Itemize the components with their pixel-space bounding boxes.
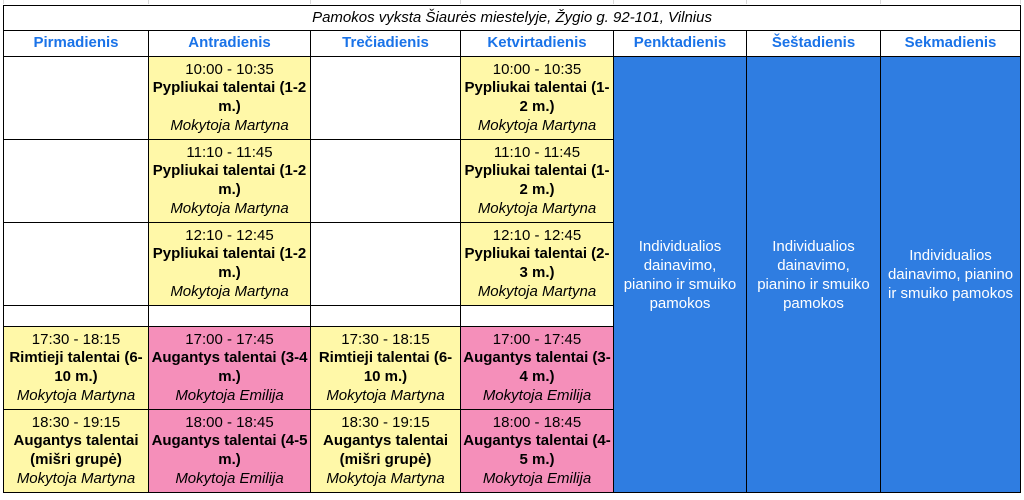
day-header-friday: Penktadienis xyxy=(614,31,747,57)
lesson-teacher: Mokytoja Martyna xyxy=(170,199,289,217)
lesson-time: 17:30 - 18:15 xyxy=(341,330,430,348)
lesson-group: Pypliukai talentai (1-2 m.) xyxy=(152,245,307,281)
lesson-time: 11:10 - 11:45 xyxy=(493,143,581,161)
lesson-time: 10:00 - 10:35 xyxy=(185,60,274,78)
lesson-time: 17:30 - 18:15 xyxy=(31,330,121,348)
empty-cell xyxy=(311,306,461,327)
empty-cell xyxy=(149,306,311,327)
lesson-group: Rimtieji talentai (6-10 m.) xyxy=(9,349,143,385)
lesson-teacher: Mokytoja Martyna xyxy=(477,116,597,134)
lesson-group: Rimtieji talentai (6-10 m.) xyxy=(318,349,453,385)
lesson-cell xyxy=(311,410,461,493)
lesson-time: 17:00 - 17:45 xyxy=(492,330,582,348)
lesson-time: 17:00 - 17:45 xyxy=(185,330,274,348)
lesson-group: Pypliukai talentai (1-2 m.) xyxy=(464,79,610,115)
day-header-thursday: Ketvirtadienis xyxy=(461,31,614,57)
day-header-sunday: Sekmadienis xyxy=(881,31,1021,57)
lesson-cell xyxy=(4,410,149,493)
lesson-teacher: Mokytoja Emilija xyxy=(482,469,592,487)
empty-cell xyxy=(4,140,149,223)
lesson-group: Augantys talentai (4-5 m.) xyxy=(151,432,308,468)
lesson-teacher: Mokytoja Martyna xyxy=(477,282,597,300)
lesson-teacher: Mokytoja Martyna xyxy=(16,386,136,404)
lesson-cell xyxy=(461,410,614,493)
empty-cell xyxy=(311,140,461,223)
lesson-group: Pypliukai talentai (1-2 m.) xyxy=(152,162,307,198)
lesson-time: 12:10 - 12:45 xyxy=(185,226,274,244)
lesson-cell xyxy=(149,410,311,493)
lesson-group: Pypliukai talentai (1-2 m.) xyxy=(152,79,307,115)
lesson-cell xyxy=(149,57,311,140)
empty-cell xyxy=(311,223,461,306)
lesson-time: 11:10 - 11:45 xyxy=(186,143,273,161)
saturday-individual-lessons xyxy=(747,57,881,493)
individual-lessons-text: Individualios dainavimo, pianino ir smuiko pamokos xyxy=(757,237,870,312)
friday-individual-lessons xyxy=(614,57,747,493)
day-header-wednesday: Trečiadienis xyxy=(311,31,461,57)
individual-lessons-text: Individualios dainavimo, pianino ir smuiko pamokos xyxy=(887,247,1014,302)
lesson-group: Pypliukai talentai (1-2 m.) xyxy=(464,162,610,198)
sunday-individual-lessons xyxy=(881,57,1021,493)
lesson-group: Augantys talentai (mišri grupė) xyxy=(322,432,449,468)
location-title: Pamokos vyksta Šiaurės miestelyje, Žygio g. 92-101, Vilnius xyxy=(4,6,1021,31)
lesson-teacher: Mokytoja Martyna xyxy=(326,386,445,404)
day-header-tuesday: Antradienis xyxy=(149,31,311,57)
lesson-cell xyxy=(461,327,614,410)
lesson-cell xyxy=(311,327,461,410)
lesson-cell xyxy=(461,57,614,140)
lesson-teacher: Mokytoja Emilija xyxy=(175,386,284,404)
top-gridline-strip xyxy=(0,0,1024,4)
lesson-group: Augantys talentai (mišri grupė) xyxy=(13,432,139,468)
lesson-group: Augantys talentai (3-4 m.) xyxy=(463,349,611,385)
day-header-saturday: Šeštadienis xyxy=(747,31,881,57)
lesson-cell xyxy=(149,223,311,306)
lesson-time: 18:00 - 18:45 xyxy=(185,413,274,431)
lesson-teacher: Mokytoja Martyna xyxy=(477,199,597,217)
day-header-monday: Pirmadienis xyxy=(4,31,149,57)
lesson-teacher: Mokytoja Martyna xyxy=(170,116,289,134)
empty-cell xyxy=(311,57,461,140)
lesson-teacher: Mokytoja Martyna xyxy=(170,282,289,300)
lesson-cell xyxy=(461,223,614,306)
lesson-time: 18:30 - 19:15 xyxy=(341,413,430,431)
empty-cell xyxy=(4,57,149,140)
individual-lessons-text: Individualios dainavimo, pianino ir smuiko pamokos xyxy=(623,237,737,312)
lesson-cell xyxy=(4,327,149,410)
lesson-teacher: Mokytoja Emilija xyxy=(175,469,284,487)
lesson-group: Pypliukai talentai (2-3 m.) xyxy=(464,245,610,281)
empty-cell xyxy=(4,223,149,306)
lesson-group: Augantys talentai (3-4 m.) xyxy=(151,349,308,385)
lesson-cell xyxy=(461,140,614,223)
lesson-time: 18:00 - 18:45 xyxy=(492,413,582,431)
weekly-schedule-table xyxy=(3,5,1021,493)
lesson-teacher: Mokytoja Emilija xyxy=(482,386,592,404)
lesson-group: Augantys talentai (4-5 m.) xyxy=(463,432,611,468)
lesson-cell xyxy=(149,140,311,223)
lesson-teacher: Mokytoja Martyna xyxy=(326,469,445,487)
lesson-time: 10:00 - 10:35 xyxy=(492,60,582,78)
lesson-time: 18:30 - 19:15 xyxy=(31,413,121,431)
lesson-cell xyxy=(149,327,311,410)
empty-cell xyxy=(461,306,614,327)
lesson-time: 12:10 - 12:45 xyxy=(492,226,582,244)
lesson-teacher: Mokytoja Martyna xyxy=(16,469,136,487)
empty-cell xyxy=(4,306,149,327)
